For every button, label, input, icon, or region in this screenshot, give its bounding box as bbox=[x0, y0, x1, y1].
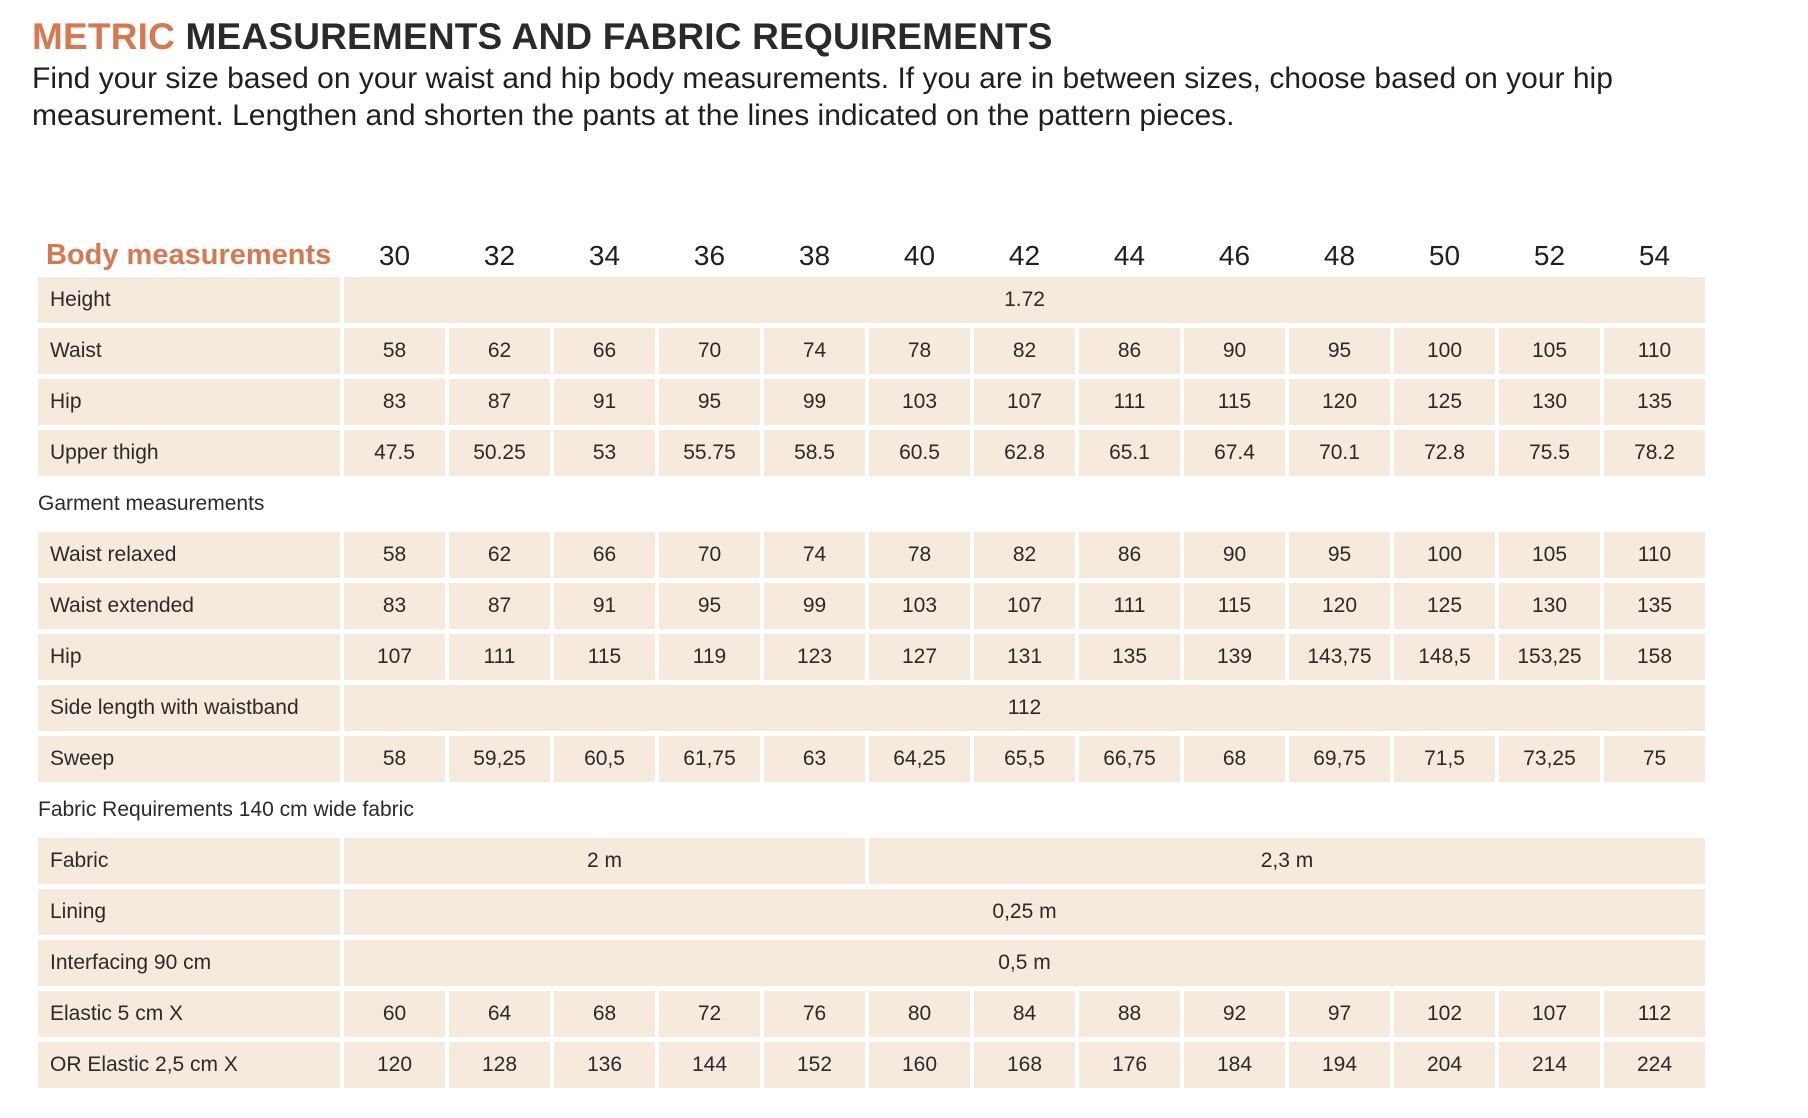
table-cell: 90 bbox=[1184, 328, 1285, 374]
size-header-32: 32 bbox=[483, 240, 516, 271]
table-cell: 120 bbox=[344, 1042, 445, 1088]
table-cell: 148,5 bbox=[1394, 634, 1495, 680]
size-header-36: 36 bbox=[693, 240, 726, 271]
table-cell: 102 bbox=[1394, 991, 1495, 1037]
table-cell: 83 bbox=[344, 379, 445, 425]
table-cell: 60,5 bbox=[554, 736, 655, 782]
merged-cell: 0,25 m bbox=[344, 889, 1705, 935]
table-cell: 107 bbox=[974, 379, 1075, 425]
table-cell: 204 bbox=[1394, 1042, 1495, 1088]
table-row bbox=[38, 889, 1705, 935]
table-cell: 76 bbox=[764, 991, 865, 1037]
table-row bbox=[38, 838, 1705, 884]
table-row bbox=[38, 736, 1705, 782]
merged-cell: 112 bbox=[344, 685, 1705, 731]
row-label: Hip bbox=[38, 634, 340, 680]
table-cell: 63 bbox=[764, 736, 865, 782]
table-cell: 105 bbox=[1499, 328, 1600, 374]
table-cell: 67.4 bbox=[1184, 430, 1285, 476]
table-row bbox=[38, 379, 1705, 425]
table-cell: 119 bbox=[659, 634, 760, 680]
table-cell: 91 bbox=[554, 583, 655, 629]
table-cell: 158 bbox=[1604, 634, 1705, 680]
table-cell: 120 bbox=[1289, 583, 1390, 629]
table-cell: 82 bbox=[974, 532, 1075, 578]
intro-text: Find your size based on your waist and hip body measurements. If you are in between sizes, choose based on your hip measurement. Lengthen and shorten the pants at the lines indicated on the pattern pieces. bbox=[32, 62, 1613, 132]
table-cell: 176 bbox=[1079, 1042, 1180, 1088]
table-cell: 66 bbox=[554, 532, 655, 578]
table-cell: 70.1 bbox=[1289, 430, 1390, 476]
table-cell: 107 bbox=[344, 634, 445, 680]
table-cell: 84 bbox=[974, 991, 1075, 1037]
table-cell: 73,25 bbox=[1499, 736, 1600, 782]
table-cell: 100 bbox=[1394, 328, 1495, 374]
size-header-54: 54 bbox=[1638, 240, 1671, 271]
row-label: Waist relaxed bbox=[38, 532, 340, 578]
row-label: Hip bbox=[38, 379, 340, 425]
size-header-44: 44 bbox=[1113, 240, 1146, 271]
row-label: Side length with waistband bbox=[38, 685, 340, 731]
table-cell: 194 bbox=[1289, 1042, 1390, 1088]
table-cell: 68 bbox=[1184, 736, 1285, 782]
merged-cell: 2 m bbox=[344, 838, 865, 884]
table-cell: 95 bbox=[659, 583, 760, 629]
table-cell: 224 bbox=[1604, 1042, 1705, 1088]
size-header-50: 50 bbox=[1428, 240, 1461, 271]
table-cell: 64 bbox=[449, 991, 550, 1037]
table-cell: 58 bbox=[344, 736, 445, 782]
table-cell: 103 bbox=[869, 583, 970, 629]
table-cell: 144 bbox=[659, 1042, 760, 1088]
table-cell: 95 bbox=[1289, 328, 1390, 374]
table-cell: 100 bbox=[1394, 532, 1495, 578]
table-cell: 68 bbox=[554, 991, 655, 1037]
table-cell: 91 bbox=[554, 379, 655, 425]
table-row bbox=[38, 430, 1705, 476]
row-label: Lining bbox=[38, 889, 340, 935]
table-cell: 69,75 bbox=[1289, 736, 1390, 782]
table-cell: 103 bbox=[869, 379, 970, 425]
table-cell: 128 bbox=[449, 1042, 550, 1088]
table-cell: 107 bbox=[974, 583, 1075, 629]
table-cell: 125 bbox=[1394, 583, 1495, 629]
table-cell: 72.8 bbox=[1394, 430, 1495, 476]
table-cell: 55.75 bbox=[659, 430, 760, 476]
table-cell: 110 bbox=[1604, 532, 1705, 578]
table-cell: 160 bbox=[869, 1042, 970, 1088]
table-cell: 58 bbox=[344, 532, 445, 578]
table-cell: 71,5 bbox=[1394, 736, 1495, 782]
table-cell: 70 bbox=[659, 328, 760, 374]
table-cell: 95 bbox=[659, 379, 760, 425]
table-cell: 78 bbox=[869, 328, 970, 374]
table-cell: 111 bbox=[449, 634, 550, 680]
table-row bbox=[38, 685, 1705, 731]
table-cell: 62.8 bbox=[974, 430, 1075, 476]
table-cell: 59,25 bbox=[449, 736, 550, 782]
table-cell: 80 bbox=[869, 991, 970, 1037]
table-cell: 66 bbox=[554, 328, 655, 374]
table-cell: 74 bbox=[764, 532, 865, 578]
size-header-40: 40 bbox=[903, 240, 936, 271]
table-cell: 60 bbox=[344, 991, 445, 1037]
table-row bbox=[38, 991, 1705, 1037]
table-cell: 120 bbox=[1289, 379, 1390, 425]
section-heading: Garment measurements bbox=[38, 492, 265, 515]
table-cell: 75 bbox=[1604, 736, 1705, 782]
table-cell: 87 bbox=[449, 379, 550, 425]
table-cell: 99 bbox=[764, 583, 865, 629]
table-cell: 70 bbox=[659, 532, 760, 578]
table-cell: 88 bbox=[1079, 991, 1180, 1037]
table-cell: 90 bbox=[1184, 532, 1285, 578]
table-cell: 87 bbox=[449, 583, 550, 629]
title-accent: METRIC bbox=[32, 16, 176, 57]
table-cell: 152 bbox=[764, 1042, 865, 1088]
table-cell: 123 bbox=[764, 634, 865, 680]
table-cell: 139 bbox=[1184, 634, 1285, 680]
table-cell: 62 bbox=[449, 328, 550, 374]
row-label: Elastic 5 cm X bbox=[38, 991, 340, 1037]
table-row bbox=[38, 634, 1705, 680]
section-heading: Fabric Requirements 140 cm wide fabric bbox=[38, 798, 414, 821]
size-header-52: 52 bbox=[1533, 240, 1566, 271]
table-cell: 111 bbox=[1079, 379, 1180, 425]
table-row bbox=[38, 1042, 1705, 1088]
table-row bbox=[38, 583, 1705, 629]
size-header-34: 34 bbox=[588, 240, 621, 271]
section-heading-row bbox=[38, 787, 1705, 833]
table-cell: 135 bbox=[1604, 379, 1705, 425]
row-label: Interfacing 90 cm bbox=[38, 940, 340, 986]
table-cell: 78.2 bbox=[1604, 430, 1705, 476]
table-cell: 184 bbox=[1184, 1042, 1285, 1088]
measurements-table bbox=[34, 221, 1709, 1093]
table-cell: 47.5 bbox=[344, 430, 445, 476]
table-cell: 115 bbox=[554, 634, 655, 680]
table-cell: 50.25 bbox=[449, 430, 550, 476]
table-cell: 130 bbox=[1499, 583, 1600, 629]
table-cell: 97 bbox=[1289, 991, 1390, 1037]
size-header-46: 46 bbox=[1218, 240, 1251, 271]
table-cell: 135 bbox=[1604, 583, 1705, 629]
table-cell: 168 bbox=[974, 1042, 1075, 1088]
section-heading-row bbox=[38, 481, 1705, 527]
table-cell: 95 bbox=[1289, 532, 1390, 578]
table-cell: 58.5 bbox=[764, 430, 865, 476]
row-label: Height bbox=[38, 277, 340, 323]
size-header-48: 48 bbox=[1323, 240, 1356, 271]
page-title bbox=[32, 16, 1053, 58]
table-cell: 92 bbox=[1184, 991, 1285, 1037]
row-label: Sweep bbox=[38, 736, 340, 782]
table-cell: 111 bbox=[1079, 583, 1180, 629]
table-cell: 105 bbox=[1499, 532, 1600, 578]
table-cell: 65,5 bbox=[974, 736, 1075, 782]
table-cell: 61,75 bbox=[659, 736, 760, 782]
table-cell: 131 bbox=[974, 634, 1075, 680]
merged-cell: 1.72 bbox=[344, 277, 1705, 323]
table-cell: 153,25 bbox=[1499, 634, 1600, 680]
merged-cell: 0,5 m bbox=[344, 940, 1705, 986]
table-row bbox=[38, 277, 1705, 323]
table-row bbox=[38, 532, 1705, 578]
table-cell: 75.5 bbox=[1499, 430, 1600, 476]
row-label: Waist bbox=[38, 328, 340, 374]
size-header-42: 42 bbox=[1008, 240, 1041, 271]
title-rest: MEASUREMENTS AND FABRIC REQUIREMENTS bbox=[185, 16, 1053, 57]
table-cell: 115 bbox=[1184, 379, 1285, 425]
table-cell: 130 bbox=[1499, 379, 1600, 425]
table-cell: 64,25 bbox=[869, 736, 970, 782]
size-header-38: 38 bbox=[798, 240, 831, 271]
table-cell: 136 bbox=[554, 1042, 655, 1088]
table-cell: 125 bbox=[1394, 379, 1495, 425]
table-cell: 110 bbox=[1604, 328, 1705, 374]
table-row bbox=[38, 328, 1705, 374]
row-label: OR Elastic 2,5 cm X bbox=[38, 1042, 340, 1088]
row-label: Waist extended bbox=[38, 583, 340, 629]
table-cell: 78 bbox=[869, 532, 970, 578]
body-measurements-header: Body measurements bbox=[46, 239, 332, 271]
table-cell: 60.5 bbox=[869, 430, 970, 476]
table-cell: 53 bbox=[554, 430, 655, 476]
table-cell: 86 bbox=[1079, 328, 1180, 374]
table-cell: 72 bbox=[659, 991, 760, 1037]
row-label: Fabric bbox=[38, 838, 340, 884]
table-cell: 115 bbox=[1184, 583, 1285, 629]
table-cell: 65.1 bbox=[1079, 430, 1180, 476]
table-cell: 58 bbox=[344, 328, 445, 374]
size-header-row bbox=[38, 226, 1705, 272]
table-cell: 74 bbox=[764, 328, 865, 374]
table-cell: 214 bbox=[1499, 1042, 1600, 1088]
size-header-30: 30 bbox=[378, 240, 411, 271]
table-cell: 127 bbox=[869, 634, 970, 680]
table-row bbox=[38, 940, 1705, 986]
row-label: Upper thigh bbox=[38, 430, 340, 476]
table-cell: 107 bbox=[1499, 991, 1600, 1037]
table-cell: 86 bbox=[1079, 532, 1180, 578]
table-cell: 99 bbox=[764, 379, 865, 425]
merged-cell: 2,3 m bbox=[869, 838, 1705, 884]
table-cell: 62 bbox=[449, 532, 550, 578]
table-cell: 83 bbox=[344, 583, 445, 629]
table-cell: 66,75 bbox=[1079, 736, 1180, 782]
table-cell: 135 bbox=[1079, 634, 1180, 680]
table-cell: 82 bbox=[974, 328, 1075, 374]
table-cell: 112 bbox=[1604, 991, 1705, 1037]
table-cell: 143,75 bbox=[1289, 634, 1390, 680]
